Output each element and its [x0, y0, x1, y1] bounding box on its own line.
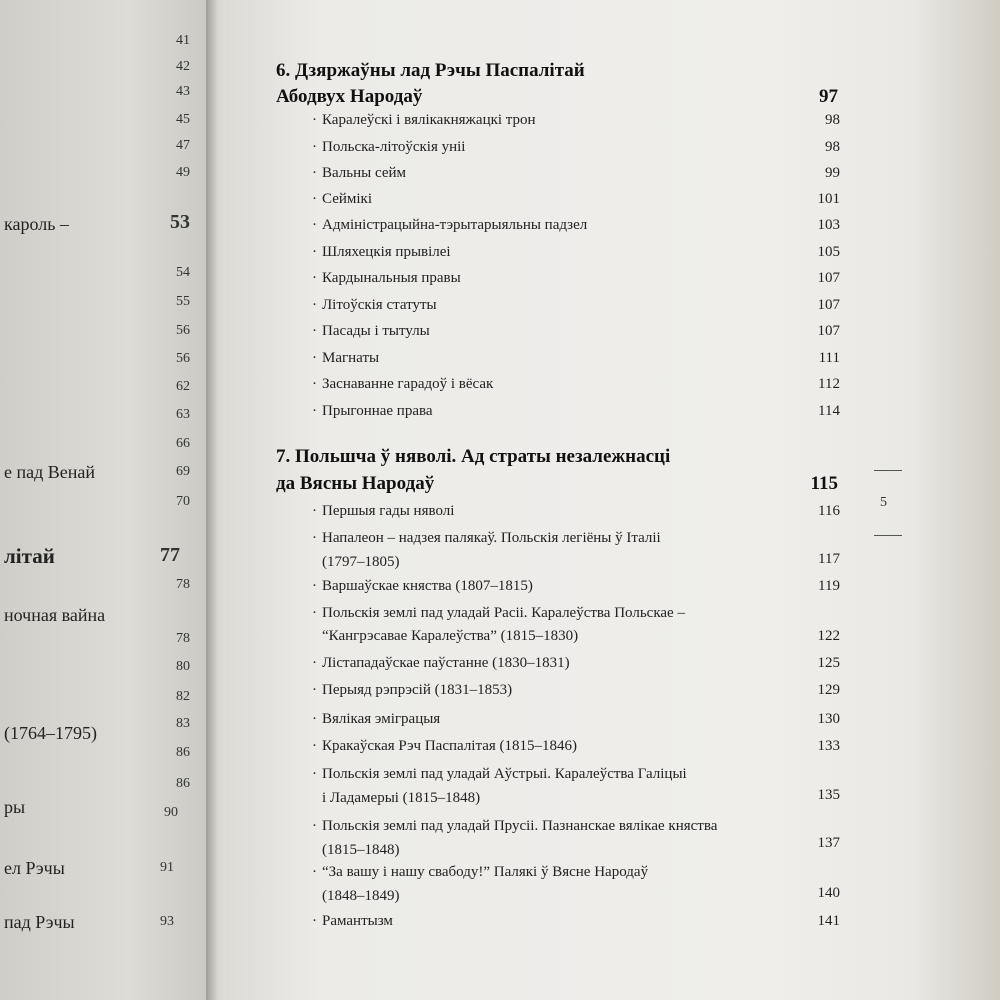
left-page-number: 49 [176, 165, 190, 180]
toc-entry-text: “За вашу і нашу свабоду!” Палякі ў Вясне Народаў [322, 864, 649, 880]
section-page-number: 97 [819, 86, 838, 107]
left-page-number: 56 [176, 323, 190, 338]
toc-entry-text: Першыя гады няволі [322, 503, 455, 519]
left-entry-text: ел Рэчы [4, 858, 65, 878]
toc-entry-text: Заснаванне гарадоў і вёсак [322, 376, 494, 392]
folio-rule [874, 470, 902, 471]
left-page-number: 90 [164, 805, 178, 820]
toc-entry: · Лістападаўскае паўстанне (1830–1831) [312, 655, 570, 671]
toc-entry: · Польскія землі пад уладай Аўстрыі. Каралеўства Галіцыі [312, 766, 687, 782]
left-page-number: 63 [176, 407, 190, 422]
toc-entry: · Напалеон – надзея палякаў. Польскія легіёны ў Італіі [312, 530, 661, 546]
toc-entry: · Прыгоннае права [312, 403, 433, 419]
left-page-number: 45 [176, 112, 190, 127]
toc-entry-text: Пасады і тытулы [322, 323, 430, 339]
left-page-number: 93 [160, 914, 174, 929]
toc-entry: · Шляхецкія прывілеі [312, 244, 451, 260]
left-page-number: 54 [176, 265, 190, 280]
toc-entry-text: Магнаты [322, 350, 380, 366]
left-page-number: 62 [176, 379, 190, 394]
toc-entry-page: 140 [817, 885, 840, 901]
toc-entry: · “За вашу і нашу свабоду!” Палякі ў Вясне Народаў [312, 864, 649, 880]
toc-entry: · Вялікая эміграцыя [312, 711, 441, 727]
toc-entry-text: Каралеўскі і вялікакняжацкі трон [322, 112, 536, 128]
toc-entry: · Адміністрацыйна-тэрытарыяльны падзел [312, 217, 588, 233]
toc-entry: · Польскія землі пад уладай Расіі. Каралеўства Польскае – [312, 605, 685, 621]
toc-entry-page: 107 [817, 323, 840, 339]
left-page-number: 66 [176, 436, 190, 451]
toc-entry-page: 130 [817, 711, 840, 727]
left-page-number: 70 [176, 494, 190, 509]
toc-entry: · Літоўскія статуты [312, 297, 437, 313]
left-page-number: 82 [176, 689, 190, 704]
section-title: 6. Дзяржаўны лад Рэчы Паспалітай [276, 60, 585, 81]
toc-entry-page: 111 [818, 350, 840, 366]
toc-entry: · Заснаванне гарадоў і вёсак [312, 376, 494, 392]
left-page-number: 56 [176, 351, 190, 366]
toc-entry-page: 101 [817, 191, 840, 207]
toc-entry-text-continued: “Кангрэсавае Каралеўства” (1815–1830) [322, 628, 579, 644]
toc-entry: · Магнаты [312, 350, 380, 366]
toc-entry: · Першыя гады няволі [312, 503, 455, 519]
toc-entry-page: 122 [817, 628, 840, 644]
folio-rule [874, 535, 902, 536]
toc-entry-text: Лістападаўскае паўстанне (1830–1831) [322, 655, 570, 671]
toc-entry-page: 99 [825, 165, 840, 181]
left-section-title: літай [4, 544, 55, 568]
toc-entry-page: 119 [818, 578, 840, 594]
toc-entry-page: 141 [817, 913, 840, 929]
toc-entry: · Польска-літоўскія уніі [312, 139, 466, 155]
toc-entry: · Сеймікі [312, 191, 372, 207]
toc-entry-text-continued: (1848–1849) [322, 888, 400, 904]
toc-entry-page: 107 [817, 297, 840, 313]
toc-entry-page: 103 [817, 217, 840, 233]
left-page-number: 80 [176, 659, 190, 674]
left-page-number: 78 [176, 631, 190, 646]
left-page-number: 86 [176, 776, 190, 791]
left-entry-text: (1764–1795) [4, 723, 97, 743]
right-page [226, 0, 1000, 1000]
toc-entry-text: Кракаўская Рэч Паспалітая (1815–1846) [322, 738, 578, 754]
toc-entry-text: Вялікая эміграцыя [322, 711, 441, 727]
toc-entry-text: Рамантызм [322, 913, 393, 929]
toc-entry-text: Варшаўскае княства (1807–1815) [322, 578, 533, 594]
toc-entry-page: 105 [817, 244, 840, 260]
toc-entry-text: Шляхецкія прывілеі [322, 244, 451, 260]
page-folio: 5 [880, 495, 887, 510]
toc-entry-text: Перыяд рэпрэсій (1831–1853) [322, 682, 513, 698]
toc-entry-text: Літоўскія статуты [322, 297, 437, 313]
left-page-number: 91 [160, 860, 174, 875]
toc-entry-page: 98 [825, 139, 840, 155]
left-page-number: 77 [160, 544, 180, 566]
left-page-number: 47 [176, 138, 190, 153]
toc-entry-text: Польска-літоўскія уніі [322, 139, 466, 155]
left-page-number: 53 [170, 211, 190, 233]
toc-entry: · Польскія землі пад уладай Прусіі. Пазнанскае вялікае княства [312, 818, 718, 834]
toc-entry-text-continued: і Ладамерыі (1815–1848) [322, 790, 481, 806]
left-page-number: 83 [176, 716, 190, 731]
toc-entry-page: 129 [817, 682, 840, 698]
toc-entry: · Каралеўскі і вялікакняжацкі трон [312, 112, 536, 128]
page-edge-shadow [912, 0, 1000, 1000]
section-title: 7. Польшча ў няволі. Ад страты незалежнасці [276, 446, 671, 467]
left-page-number: 78 [176, 577, 190, 592]
toc-entry-page: 135 [817, 787, 840, 803]
toc-entry-text: Вальны сейм [322, 165, 406, 181]
toc-entry-text: Польскія землі пад уладай Аўстрыі. Каралеўства Галіцыі [322, 766, 687, 782]
left-entry-text: ры [4, 797, 26, 817]
toc-entry-page: 114 [818, 403, 840, 419]
toc-entry-text-continued: (1797–1805) [322, 554, 400, 570]
toc-entry-text: Кардынальныя правы [322, 270, 461, 286]
toc-entry-page: 137 [817, 835, 840, 851]
section-title: Абодвух Народаў [276, 86, 423, 107]
toc-entry-text: Прыгоннае права [322, 403, 433, 419]
toc-entry-text: Сеймікі [322, 191, 372, 207]
toc-entry-text: Польскія землі пад уладай Прусіі. Пазнанскае вялікае княства [322, 818, 718, 834]
left-entry-text: ночная вайна [4, 605, 106, 625]
toc-entry-page: 116 [818, 503, 840, 519]
toc-entry: · Перыяд рэпрэсій (1831–1853) [312, 682, 513, 698]
section-page-number: 115 [810, 473, 838, 494]
left-page-number: 69 [176, 464, 190, 479]
toc-entry: · Пасады і тытулы [312, 323, 430, 339]
left-page-number: 86 [176, 745, 190, 760]
section-title: да Вясны Народаў [276, 473, 435, 494]
left-entry-text: кароль – [4, 214, 69, 234]
toc-entry: · Кракаўская Рэч Паспалітая (1815–1846) [312, 738, 578, 754]
toc-entry-page: 117 [818, 551, 840, 567]
toc-entry-page: 125 [817, 655, 840, 671]
left-page-number: 55 [176, 294, 190, 309]
toc-entry: · Рамантызм [312, 913, 393, 929]
toc-entry-page: 112 [818, 376, 840, 392]
toc-entry: · Варшаўскае княства (1807–1815) [312, 578, 533, 594]
left-page-number: 43 [176, 84, 190, 99]
toc-entry-page: 107 [817, 270, 840, 286]
left-page-number: 42 [176, 59, 190, 74]
toc-entry-text: Напалеон – надзея палякаў. Польскія легіёны ў Італіі [322, 530, 661, 546]
toc-entry-text-continued: (1815–1848) [322, 842, 400, 858]
toc-entry-page: 98 [825, 112, 840, 128]
toc-entry-page: 133 [817, 738, 840, 754]
left-entry-text: е пад Венай [4, 462, 96, 482]
toc-entry-text: Польскія землі пад уладай Расіі. Каралеўства Польскае – [322, 605, 685, 621]
toc-entry: · Вальны сейм [312, 165, 406, 181]
left-page [0, 0, 214, 1000]
toc-entry: · Кардынальныя правы [312, 270, 461, 286]
toc-entry-text: Адміністрацыйна-тэрытарыяльны падзел [322, 217, 588, 233]
left-entry-text: пад Рэчы [4, 912, 75, 932]
left-page-number: 41 [176, 33, 190, 48]
